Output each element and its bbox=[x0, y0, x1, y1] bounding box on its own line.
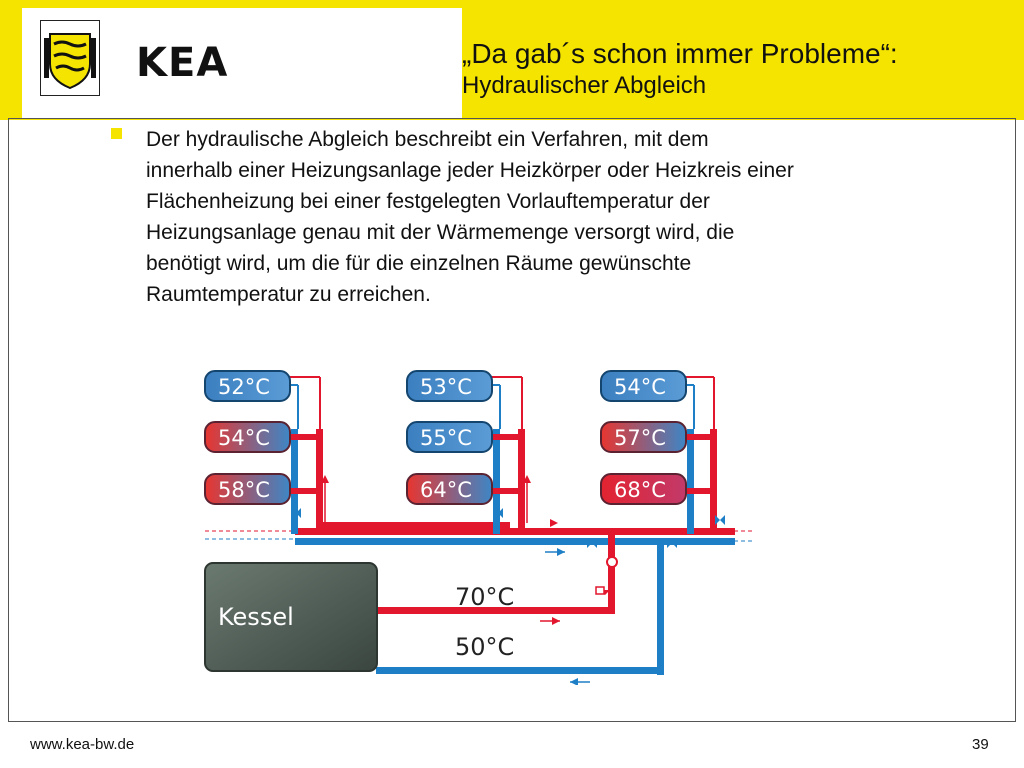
radiator-temp-label: 57°C bbox=[614, 426, 666, 450]
return-temp-label: 50°C bbox=[455, 633, 515, 661]
boiler-label: Kessel bbox=[218, 603, 294, 631]
radiator-temp-label: 55°C bbox=[420, 426, 472, 450]
brand-name: KEA bbox=[136, 40, 229, 86]
radiator-temp-label: 53°C bbox=[420, 375, 472, 399]
page-title: „Da gab´s schon immer Probleme“: bbox=[462, 38, 898, 69]
radiator-temp-label: 52°C bbox=[218, 375, 270, 399]
page-number: 39 bbox=[972, 736, 989, 753]
radiator-temp-label: 54°C bbox=[614, 375, 666, 399]
radiator-temp-label: 58°C bbox=[218, 478, 270, 502]
coat-of-arms-icon bbox=[40, 20, 100, 96]
radiator-temp-label: 64°C bbox=[420, 478, 472, 502]
supply-temp-label: 70°C bbox=[455, 583, 515, 611]
bullet-text: Der hydraulische Abgleich beschreibt ein Verfahren, mit dem innerhalb einer Heizungsanlage jeder Heizkörper oder Heizkreis einer Flächenheizung bei einer festgelegten Vorlauftemperatur der Heizungsanlage genau mit der Wärmemenge versorgt wird, die benötigt wird, um die für die einzelnen Räume gewünschte Raumtemperatur zu erreichen. bbox=[146, 128, 794, 306]
radiator-temp-label: 68°C bbox=[614, 478, 666, 502]
radiator-temp-label: 54°C bbox=[218, 426, 270, 450]
bullet-icon bbox=[111, 128, 122, 139]
heating-system-diagram bbox=[200, 355, 760, 685]
footer-url: www.kea-bw.de bbox=[30, 736, 135, 753]
page-subtitle: Hydraulischer Abgleich bbox=[462, 72, 707, 99]
